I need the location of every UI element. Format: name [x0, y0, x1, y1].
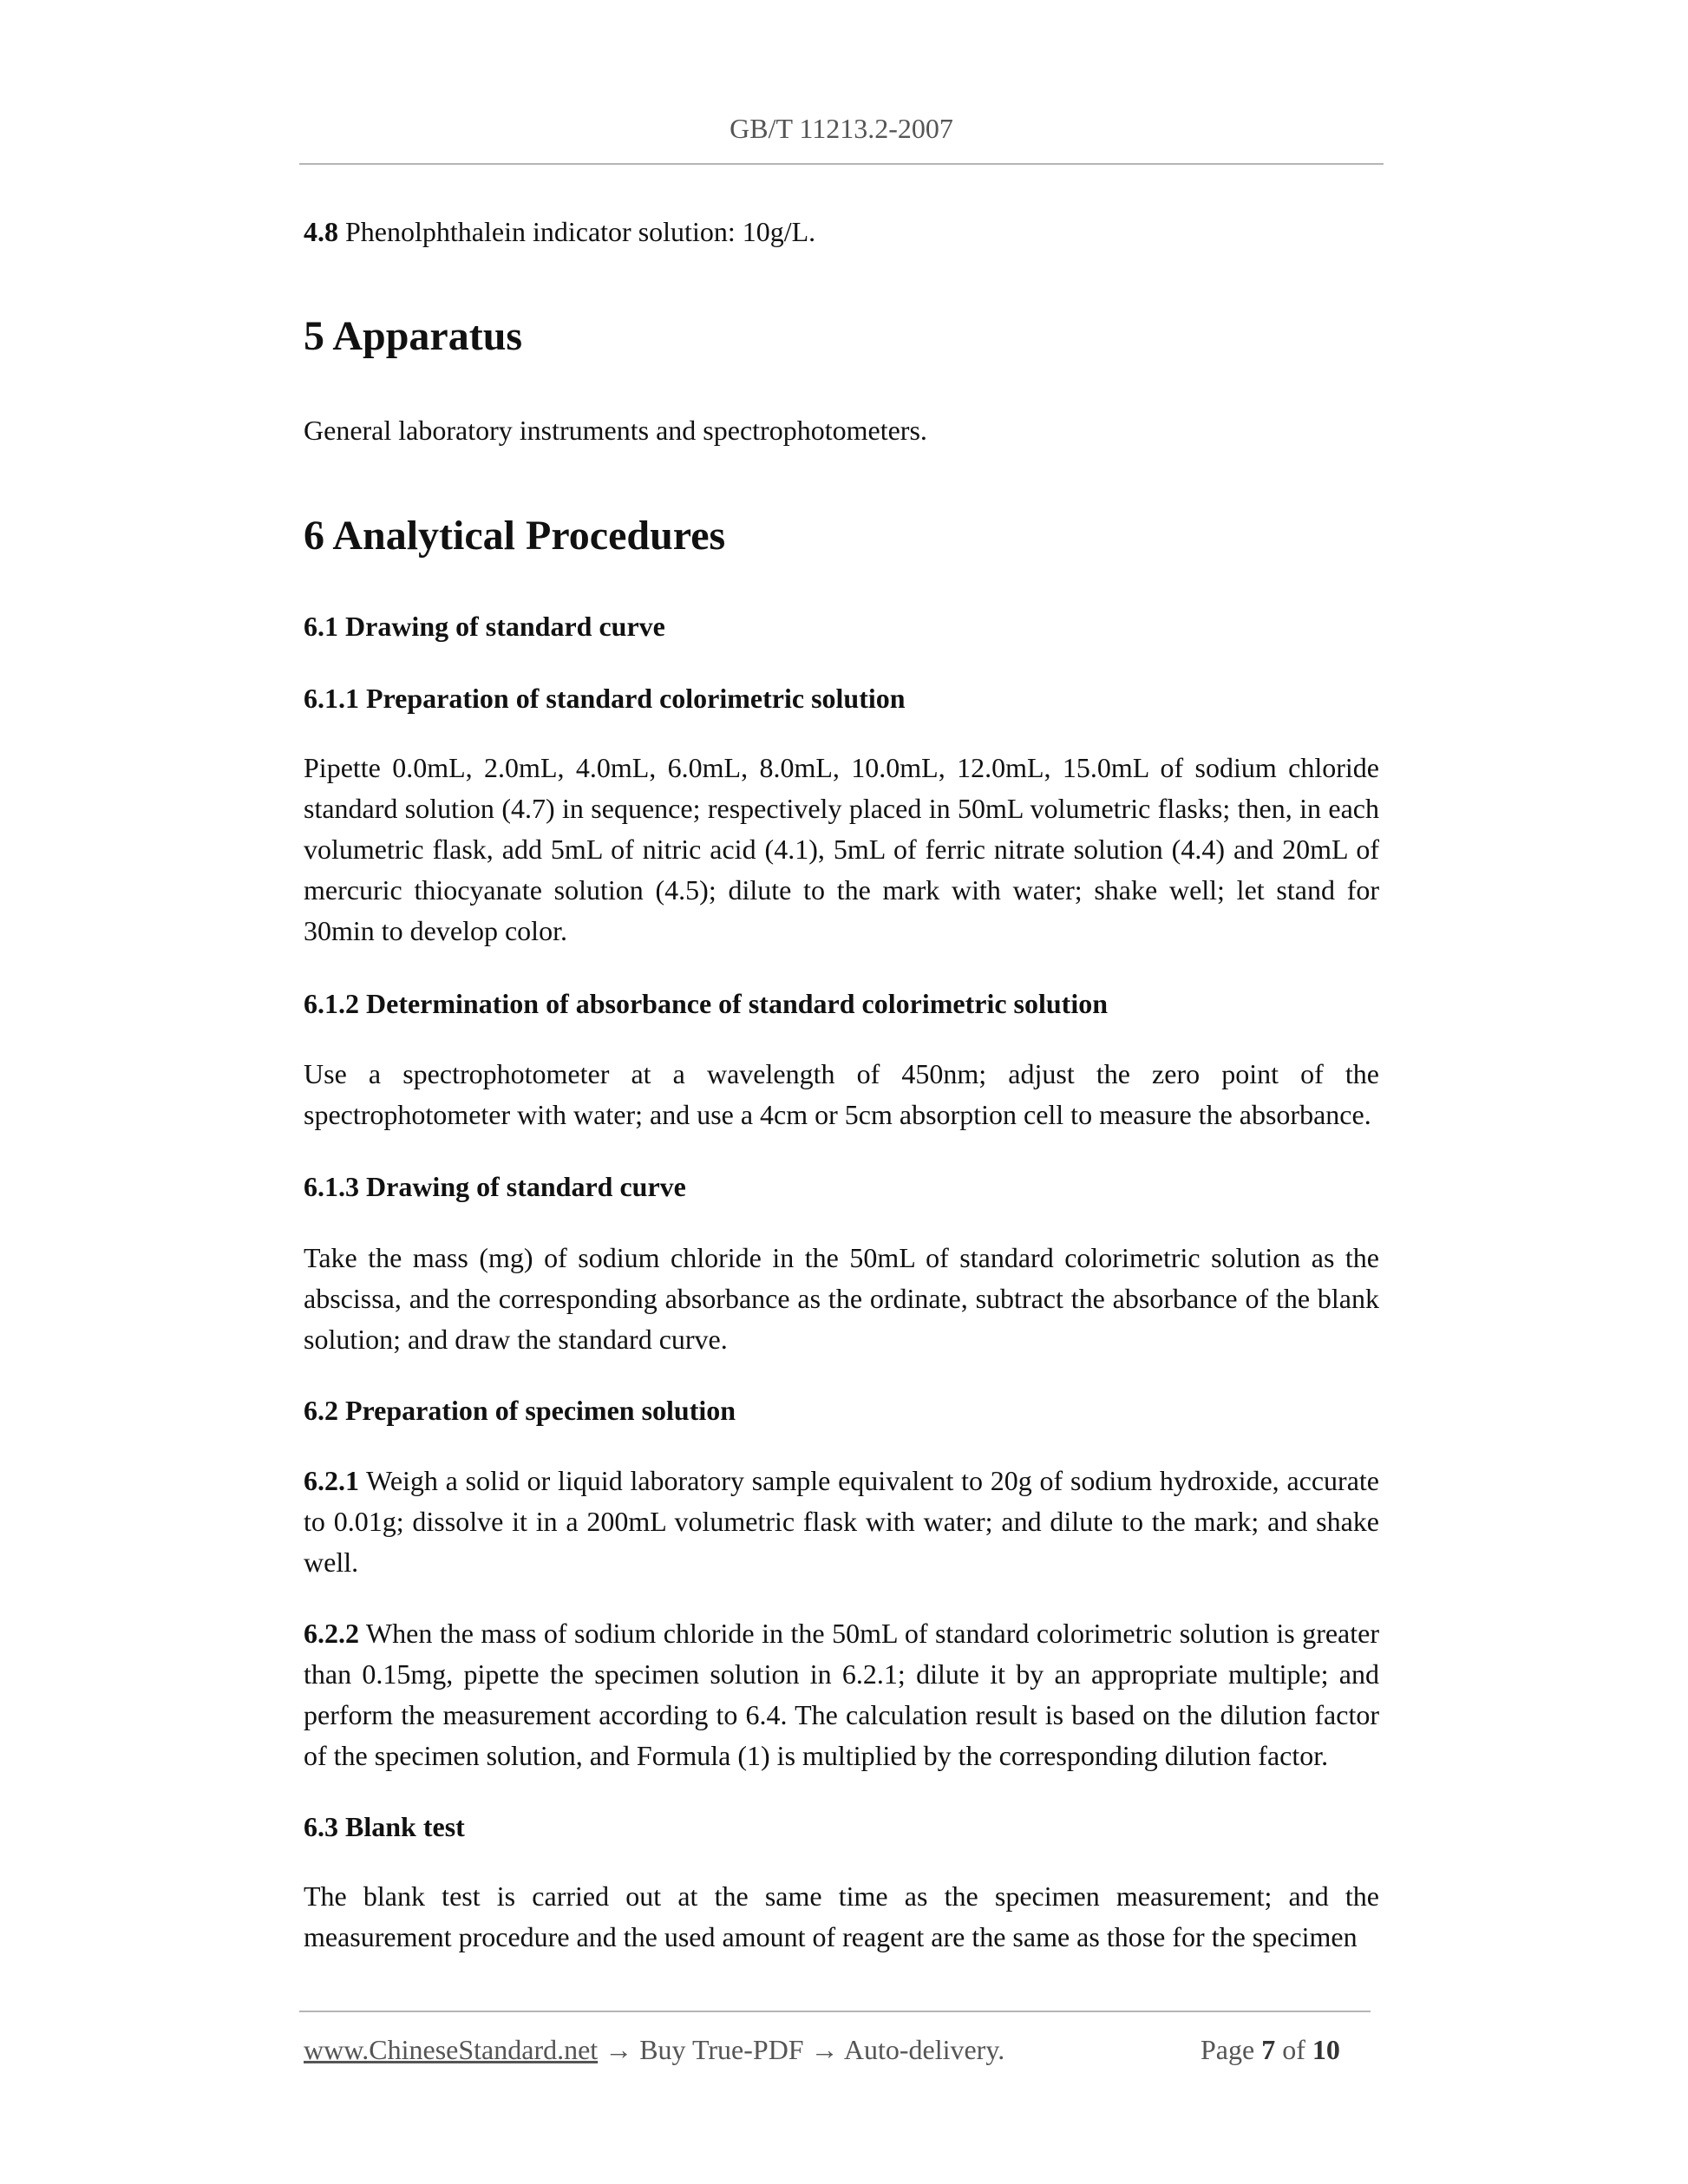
clause-6-3-text: The blank test is carried out at the same time as the specimen measurement; and the measurement procedure and the used amount of reagent are the same as those for the specimen [304, 1880, 1379, 1952]
clause-6-2-heading: 6.2 Preparation of specimen solution [304, 1395, 736, 1426]
clause-6-2-1-text: Weigh a solid or liquid laboratory sample equivalent to 20g of sodium hydroxide, accurate to 0.01g; dissolve it in a 200mL volumetric flask with water; and dilute to the mark; and shake well. [304, 1465, 1379, 1578]
clause-6-2-2-number: 6.2.2 [304, 1618, 359, 1649]
page-label: Page [1201, 2034, 1262, 2065]
section-5-text: General laboratory instruments and spectrophotometers. [304, 415, 927, 446]
clause-6-1-3-heading: 6.1.3 Drawing of standard curve [304, 1171, 686, 1202]
page-total: 10 [1312, 2034, 1340, 2065]
section-5-heading: 5 Apparatus [304, 313, 523, 359]
clause-4-8-number: 4.8 [304, 216, 338, 247]
buy-true-pdf-text: Buy True-PDF [632, 2034, 811, 2065]
footer-promo [304, 2031, 1004, 2068]
clause-6-1-heading: 6.1 Drawing of standard curve [304, 611, 665, 642]
website-link[interactable]: www.ChineseStandard.net [304, 2034, 599, 2065]
clause-4-8-text: Phenolphthalein indicator solution: 10g/L. [338, 216, 816, 247]
arrow-right-icon: → [605, 2034, 633, 2065]
page-indicator [1201, 2031, 1340, 2068]
clause-6-2-1 [304, 1461, 1379, 1583]
footer-divider [299, 2011, 1371, 2012]
page-of-label: of [1275, 2034, 1312, 2065]
clause-6-1-1-text: Pipette 0.0mL, 2.0mL, 4.0mL, 6.0mL, 8.0mL, 10.0mL, 12.0mL, 15.0mL of sodium chloride standard solution (4.7) in sequence; respectively placed in 50mL volumetric flasks; then, in each volumetric flask, add 5mL of nitric acid (4.1), 5mL of ferric nitrate solution (4.4) and 20mL of mercuric thiocyanate solution (4.5); dilute to the mark with water; shake well; let stand for 30min to develop color. [304, 752, 1379, 946]
clause-6-2-1-number: 6.2.1 [304, 1465, 359, 1496]
clause-6-1-2-text: Use a spectrophotometer at a wavelength of 450nm; adjust the zero point of the spectrophotometer with water; and use a 4cm or 5cm absorption cell to measure the absorbance. [304, 1058, 1379, 1130]
arrow-right-icon: → [810, 2034, 839, 2065]
clause-6-3-heading: 6.3 Blank test [304, 1811, 465, 1842]
page-current: 7 [1261, 2034, 1276, 2065]
clause-6-1-3-text: Take the mass (mg) of sodium chloride in the 50mL of standard colorimetric solution as the abscissa, and the corresponding absorbance as the ordinate, subtract the absorbance of the blank solution; and draw the standard curve. [304, 1242, 1379, 1355]
clause-6-1-1-heading: 6.1.1 Preparation of standard colorimetric solution [304, 683, 906, 714]
auto-delivery-text: Auto-delivery. [838, 2034, 1005, 2065]
header-divider [299, 163, 1384, 165]
header-title: GB/T 11213.2-2007 [730, 113, 953, 144]
section-6-heading: 6 Analytical Procedures [304, 513, 726, 559]
clause-6-1-2-heading: 6.1.2 Determination of absorbance of standard colorimetric solution [304, 988, 1109, 1019]
clause-4-8 [304, 212, 1379, 252]
clause-6-2-2-text: When the mass of sodium chloride in the 50mL of standard colorimetric solution is greater than 0.15mg, pipette the specimen solution in 6.2.1; dilute it by an appropriate multiple; and perform the measurement according to 6.4. The calculation result is based on the dilution factor of the specimen solution, and Formula (1) is multiplied by the corresponding dilution factor. [304, 1618, 1379, 1771]
clause-6-2-2 [304, 1613, 1379, 1776]
